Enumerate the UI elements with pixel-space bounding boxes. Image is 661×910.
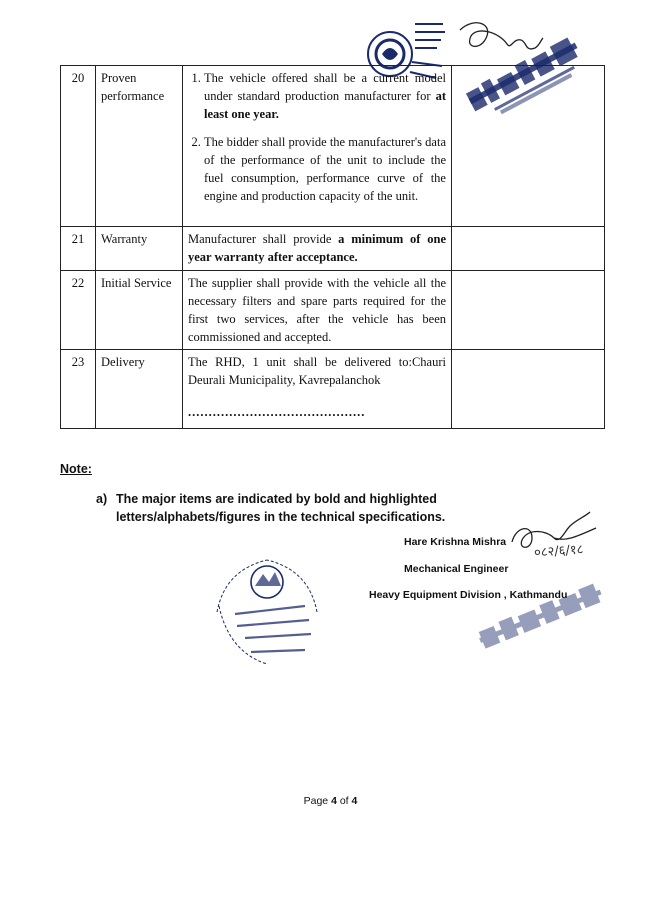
list-item [204, 69, 446, 123]
specifications-table [60, 65, 605, 429]
note-marker: a) [96, 492, 108, 506]
description-bold-text: a minimum of one year warranty after acceptance. [188, 232, 446, 264]
description-text: Manufacturer shall provide [188, 232, 339, 246]
note-item [96, 490, 566, 526]
point-bold-text: at least one year. [204, 89, 446, 121]
table-row [61, 66, 605, 227]
point-text: The vehicle offered shall be a current model under standard production manufacturer for [204, 71, 446, 103]
engineer-stamp [468, 578, 613, 658]
row-description [183, 350, 452, 429]
row-number: 20 [61, 66, 96, 227]
row-number: 23 [61, 350, 96, 429]
row-number: 22 [61, 271, 96, 350]
list-item [204, 133, 446, 205]
table-row [61, 350, 605, 429]
row-item: Initial Service [96, 271, 183, 350]
row-number: 21 [61, 227, 96, 271]
note-text: The major items are indicated by bold and highlighted letters/alphabets/figures in the technical specifications. [116, 492, 446, 524]
description-text: The supplier shall provide with the vehicle all the necessary filters and spare parts required for the first two services, after the vehicle has been commissioned and accepted. [188, 276, 446, 344]
note-label: Note: [60, 462, 92, 476]
table-row [61, 271, 605, 350]
table-row [61, 227, 605, 271]
signatory-name: Hare Krishna Mishra [404, 536, 507, 548]
point-text: The bidder shall provide the manufacturer's data of the performance of the unit to include the fuel consumption, performance curve of the engine and production capacity of the unit. [204, 135, 446, 203]
row-response-cell [452, 66, 605, 227]
description-text: The RHD, 1 unit shall be delivered to:Chauri Deurali Municipality, Kavrepalanchok [188, 355, 446, 387]
fill-in-dots: ........................................... [188, 405, 366, 419]
row-response-cell [452, 350, 605, 429]
row-description [183, 271, 452, 350]
page-number: Page 4 of 4 [303, 795, 358, 807]
row-item: Warranty [96, 227, 183, 271]
row-response-cell [452, 227, 605, 271]
signature-date: ०८२/६/१८ [533, 542, 584, 561]
row-response-cell [452, 271, 605, 350]
signatory-department: Heavy Equipment Division , Kathmandu [369, 589, 568, 601]
description-list [188, 69, 446, 205]
row-item: Delivery [96, 350, 183, 429]
row-description [183, 227, 452, 271]
row-description [183, 66, 452, 227]
signatory-title: Mechanical Engineer [404, 563, 509, 575]
government-seal [205, 542, 335, 672]
row-item: Proven performance [96, 66, 183, 227]
